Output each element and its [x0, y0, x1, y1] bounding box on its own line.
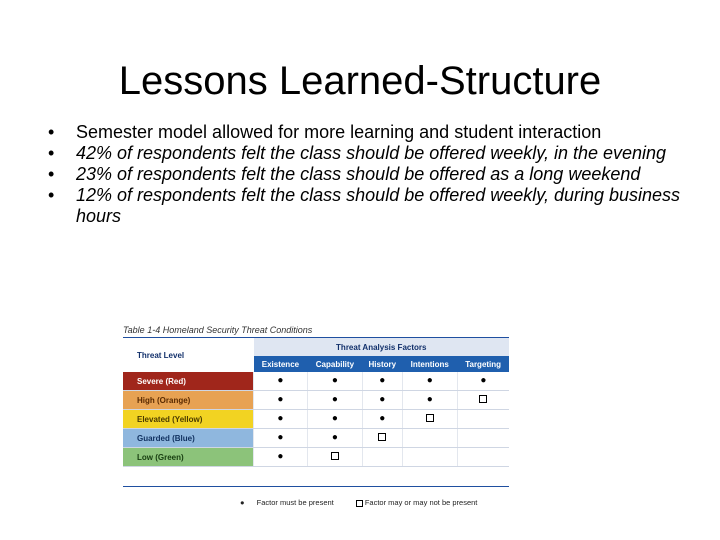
- bullet-list: [48, 122, 688, 227]
- factor-cell: [254, 448, 308, 467]
- threat-level-cell: Low (Green): [123, 448, 254, 467]
- dot-icon: ●: [331, 432, 338, 443]
- bullet-item: [48, 164, 688, 185]
- table-row: [123, 448, 509, 467]
- dot-icon: ●: [426, 375, 433, 386]
- factor-cell: [457, 448, 509, 467]
- table-row: [123, 429, 509, 448]
- column-header: Capability: [307, 356, 362, 372]
- factor-cell: [402, 391, 457, 410]
- dot-icon: ●: [331, 375, 338, 386]
- factor-cell: [457, 372, 509, 391]
- dot-icon: ●: [331, 394, 338, 405]
- factor-cell: [307, 429, 362, 448]
- factor-cell: [402, 429, 457, 448]
- bullet-dot: •: [48, 122, 55, 142]
- factor-cell: [402, 372, 457, 391]
- box-icon: [378, 433, 386, 441]
- box-icon: [479, 395, 487, 403]
- bullet-text: 42% of respondents felt the class should be offered weekly, in the evening: [76, 143, 667, 163]
- factor-cell: [307, 391, 362, 410]
- figure-caption: Table 1-4 Homeland Security Threat Conditions: [123, 325, 313, 335]
- column-header: Existence: [254, 356, 308, 372]
- factors-header: Threat Analysis Factors: [254, 338, 510, 356]
- dot-icon: ●: [379, 375, 386, 386]
- factor-cell: [307, 410, 362, 429]
- factor-cell: [402, 410, 457, 429]
- bullet-dot: •: [48, 164, 55, 184]
- bullet-text: 23% of respondents felt the class should be offered as a long weekend: [76, 164, 641, 184]
- table-row: [123, 391, 509, 410]
- factor-cell: [457, 410, 509, 429]
- column-header: History: [362, 356, 402, 372]
- bullet-item: [48, 185, 688, 227]
- threat-table: [123, 338, 509, 467]
- figure-bottom-rule: [123, 486, 509, 487]
- factor-cell: [362, 372, 402, 391]
- dot-icon: ●: [331, 413, 338, 424]
- table-header-row: [123, 338, 509, 356]
- dot-icon: ●: [379, 413, 386, 424]
- column-header: Intentions: [402, 356, 457, 372]
- dot-icon: ●: [277, 432, 284, 443]
- threat-level-cell: Severe (Red): [123, 372, 254, 391]
- factor-cell: [254, 372, 308, 391]
- bullet-text: Semester model allowed for more learning and student interaction: [76, 122, 602, 142]
- dot-icon: ●: [277, 451, 284, 462]
- bullet-dot: •: [48, 185, 55, 205]
- table-body: [123, 372, 509, 467]
- bullet-item: [48, 122, 688, 143]
- factor-cell: [362, 448, 402, 467]
- legend-box-item: [356, 498, 488, 507]
- figure-legend: [240, 498, 497, 507]
- dot-icon: ●: [277, 375, 284, 386]
- bullet-text: 12% of respondents felt the class should be offered weekly, during business hours: [76, 185, 681, 226]
- dot-icon: ●: [277, 413, 284, 424]
- dot-icon: ●: [480, 375, 487, 386]
- dot-icon: ●: [379, 394, 386, 405]
- threat-conditions-figure: [120, 322, 512, 512]
- legend-dot-label: Factor must be present: [256, 498, 334, 507]
- factor-cell: [362, 410, 402, 429]
- table-row: [123, 410, 509, 429]
- factor-cell: [402, 448, 457, 467]
- factor-cell: [362, 429, 402, 448]
- dot-icon: ●: [240, 498, 245, 507]
- factor-cell: [307, 372, 362, 391]
- legend-dot-item: [240, 498, 344, 507]
- threat-level-cell: Elevated (Yellow): [123, 410, 254, 429]
- bullet-item: [48, 143, 688, 164]
- box-icon: [331, 452, 339, 460]
- factor-cell: [362, 391, 402, 410]
- factor-cell: [457, 429, 509, 448]
- factor-cell: [457, 391, 509, 410]
- dot-icon: ●: [277, 394, 284, 405]
- factor-cell: [254, 429, 308, 448]
- box-icon: [426, 414, 434, 422]
- box-icon: [356, 500, 363, 507]
- threat-level-cell: Guarded (Blue): [123, 429, 254, 448]
- factor-cell: [254, 391, 308, 410]
- table-row: [123, 372, 509, 391]
- dot-icon: ●: [426, 394, 433, 405]
- legend-box-label: Factor may or may not be present: [364, 498, 478, 507]
- threat-level-header: Threat Level: [123, 338, 254, 372]
- bullet-dot: •: [48, 143, 55, 163]
- column-header: Targeting: [457, 356, 509, 372]
- factor-cell: [254, 410, 308, 429]
- factor-cell: [307, 448, 362, 467]
- threat-level-cell: High (Orange): [123, 391, 254, 410]
- slide-title: Lessons Learned-Structure: [118, 59, 602, 103]
